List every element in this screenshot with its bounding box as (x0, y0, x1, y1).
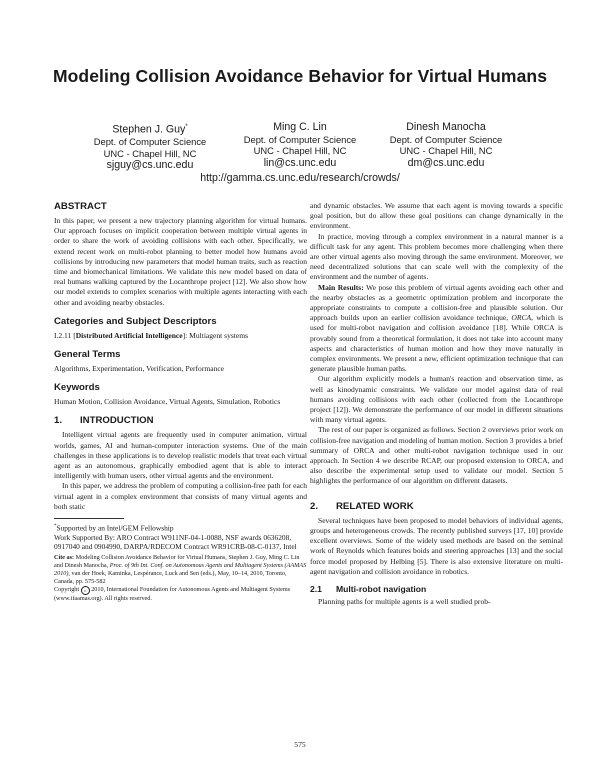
copyright-icon: c (81, 586, 90, 595)
abstract-heading: ABSTRACT (54, 201, 107, 212)
footnote: *Supported by an Intel/GEM Fellowship Work Supported By: ARO Contract W911NF-04-1-0088, NSF awards 0636208, 0917040 and 0904990, DARPA/RDECOM Contract WR91CRB-08-C-0137, Intel (54, 523, 297, 551)
author-email: dm@cs.unc.edu (407, 156, 485, 169)
categories-heading: Categories and Subject Descriptors (54, 315, 217, 327)
footnote-rule (54, 518, 124, 519)
author-name: Stephen J. Guy* (112, 123, 188, 136)
author-dept: Dept. of Computer Science (389, 133, 503, 145)
keywords-heading: Keywords (54, 382, 100, 394)
author-name: Dinesh Manocha (406, 121, 486, 133)
terms-heading: General Terms (54, 349, 121, 361)
page-number: 575 (294, 740, 306, 749)
author-affil: UNC - Chapel Hill, NC (253, 145, 347, 156)
subsection-heading: 2.1 Multi-robot navigation (310, 583, 427, 594)
author-affil: UNC - Chapel Hill, NC (399, 145, 493, 156)
right-paragraph-1: and dynamic obstacles. We assume that each agent is moving towards a specific goal position, but do allow these goal positions can change dynamically in the environment. (310, 201, 563, 231)
right-paragraph-2: In practice, moving through a complex environment in a natural manner is a difficult task for any agent. This problem becomes more challenging when there are other virtual agents also moving through the same environment. Moreover, we need decentralized solutions that can scale well with the complexity of the environment and the number of agents. (310, 231, 563, 282)
intro-paragraph-1: Intelligent virtual agents are frequently used in computer animation, virtual worlds, games, AI and human-computer interaction systems. One of the main challenges in these applications is to develop realistic models that treat each virtual agent as an autonomous, graphically embodied agent that is able to interact intelligently with human users, other virtual agents and the environment. (54, 430, 307, 481)
right-paragraph-5: The rest of our paper is organized as follows. Section 2 overviews prior work on collision-free navigation and modeling of human motion. Section 3 provides a brief summary of ORCA and other multi-robot navigation technique used in our approach. In Section 4 we describe RCAP, our proposed extension to ORCA, and also describe the experimental setup used to validate our model. Section 5 highlights the performance of our algorithm on different datasets. (310, 425, 563, 486)
project-url[interactable]: http://gamma.cs.unc.edu/research/crowds/ (200, 172, 400, 184)
permission-block: Cite as: Modeling Collision Avoidance Behavior for Virtual Humans, Stephen J. Guy, Ming C. Lin and Dinesh Manocha, Proc. of 9th Int. Conf. on Autonomous Agents and Multiagent Systems (AAMAS 2010), van der Hoek, Kaminka, Lespérance, Luck and Sen (eds.), May, 10–14, 2010, Toronto, Canada, pp. 575-582 Copyright c 2010, International Foundation for Autonomous Agents and Multiagent Systems (www.ifaamas.org). All rights reserved. (54, 553, 307, 602)
right-column (310, 201, 563, 607)
author-block-3 (356, 121, 536, 170)
intro-paragraph-2: In this paper, we address the problem of computing a collision-free path for each virtual agent in a complex environment that consists of many virtual agents and both static (54, 481, 307, 511)
intro-heading: 1. INTRODUCTION (54, 415, 154, 427)
related-work-heading: 2. RELATED WORK (310, 500, 414, 512)
abstract-text: In this paper, we present a new trajectory planning algorithm for virtual humans. Our approach focuses on implicit cooperation between multiple virtual agents in order to share the work of avoiding collisions with each other. Specifically, we extend recent work on multi-robot planning to better model how humans avoid collisions by introducing new parameters that model human traits, such as reaction time and biomechanical limitations. We validate this new model based on data of real humans walking captured by the Locanthrope project [12]. We also show how our model extends to complex scenarios with multiple agents interacting with each other and avoiding nearby obstacles. (54, 216, 307, 307)
left-column (54, 201, 307, 603)
author-affil: UNC - Chapel Hill, NC (103, 147, 197, 159)
main-results-paragraph: Main Results: We pose this problem of virtual agents avoiding each other and the nearby obstacles as a geometric optimization problem and incorporate the appropriate constraints to compute a collision-free and plausible solution. Our approach builds upon an earlier collision avoidance technique, ORCA, which is used for multi-robot navigation and collision avoidance [18]. While ORCA is provably sound from a theoretical formulation, it does not take into account many aspects and characteristics of human motion and how they move naturally in complex environments. We present a new, efficient optimization technique that can generate plausible human paths. (310, 282, 564, 374)
author-dept: Dept. of Computer Science (243, 133, 357, 145)
author-dept: Dept. of Computer Science (93, 136, 207, 148)
paper-title: Modeling Collision Avoidance Behavior for Virtual Humans (52, 66, 548, 86)
keywords-text: Human Motion, Collision Avoidance, Virtual Agents, Simulation, Robotics (54, 397, 281, 407)
right-paragraph-4: Our algorithm explicitly models a human's reaction and observation time, as well as kinodynamic constraints. We validate our model against data of real humans avoiding collisions with each other (collected from the Locanthrope project [12]). We demonstrate the performance of our model in different situations with many virtual agents. (310, 374, 563, 425)
author-email: sjguy@cs.unc.edu (106, 159, 194, 172)
author-email: lin@cs.unc.edu (263, 156, 337, 169)
subsection-paragraph: Planning paths for multiple agents is a well studied prob- (318, 596, 491, 606)
author-name: Ming C. Lin (273, 121, 327, 133)
terms-text: Algorithms, Experimentation, Verification, Performance (54, 364, 225, 374)
related-work-paragraph: Several techniques have been proposed to model behaviors of individual agents, groups and heterogeneous crowds. The recently published surveys [17, 10] provide excellent overviews. Some of the widely used methods are based on the seminal work of Reynolds which features boids and steering approaches [13] and the social force model proposed by Helbing [5]. There is also extensive literature on multi-agent navigation and collision avoidance in robotics. (310, 515, 563, 576)
categories-text: I.2.11 [Distributed Artificial Intelligence]: Multiagent systems (54, 330, 249, 340)
